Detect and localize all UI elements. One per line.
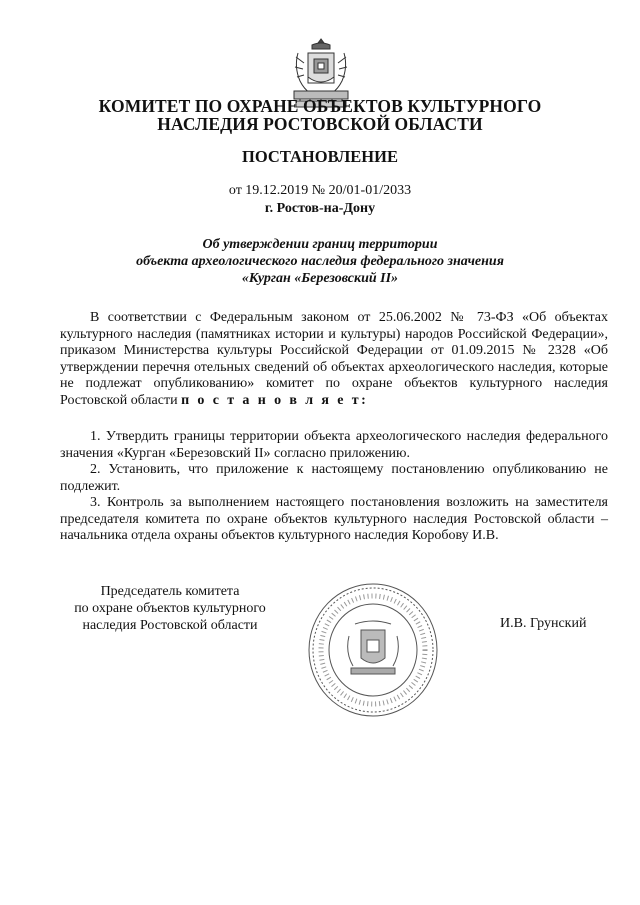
org-line-2: НАСЛЕДИЯ РОСТОВСКОЙ ОБЛАСТИ [157, 114, 483, 134]
org-line-1: КОМИТЕТ ПО ОХРАНЕ ОБЪЕКТОВ КУЛЬТУРНОГО [98, 96, 542, 116]
subject-line-1: Об утверждении границ территории [202, 237, 438, 252]
preamble-text: В соответствии с Федеральным законом от 25.06.2002 № 73-ФЗ «Об объектах культурного наследия (памятниках истории и культуры) народов Российской Федерации», приказом Министерства культуры Российской Федерации от 01.09.2015 № 2328 «Об утверждении перечня отельных сведений об объектах археологического наследия, которые не подлежат опубликованию» комитет по охране объектов культурного наследия Ростовской области [60, 310, 608, 408]
document-type: ПОСТАНОВЛЕНИЕ [242, 147, 398, 166]
signatory-position [60, 583, 280, 634]
position-line-2: по охране объектов культурного [74, 601, 266, 616]
document-city: г. Ростов-на-Дону [264, 201, 376, 216]
item-3-text: 3. Контроль за выполнением настоящего постановления возложить на заместителя председателя комитета по охране объектов культурного наследия Ростовской области – начальника отдела охраны объектов культурного наследия Коробову И.В. [60, 495, 608, 544]
item-3-paragraph [60, 495, 608, 545]
subject-line-3: «Курган «Березовский II» [241, 271, 399, 286]
position-line-3: наследия Ростовской области [82, 618, 258, 633]
item-1-paragraph [60, 429, 608, 462]
item-2-text: 2. Установить, что приложение к настоящему постановлению опубликованию не подлежит. [60, 462, 608, 494]
signatory-name: И.В. Грунский [500, 616, 587, 631]
position-line-1: Председатель комитета [100, 584, 240, 599]
decree-word: п о с т а н о в л я е т: [181, 392, 369, 408]
item-2-paragraph [60, 462, 608, 495]
official-seal-icon [305, 580, 441, 720]
item-1-text: 1. Утвердить границы территории объекта археологического наследия федерального значения «Курган «Березовский II» согласно приложению. [60, 429, 608, 461]
organization-name [60, 97, 580, 133]
document-subject [60, 236, 580, 287]
preamble-paragraph [60, 310, 608, 410]
subject-line-2: объекта археологического наследия федерального значения [136, 254, 504, 269]
document-date-number: от 19.12.2019 № 20/01-01/2033 [228, 183, 412, 198]
